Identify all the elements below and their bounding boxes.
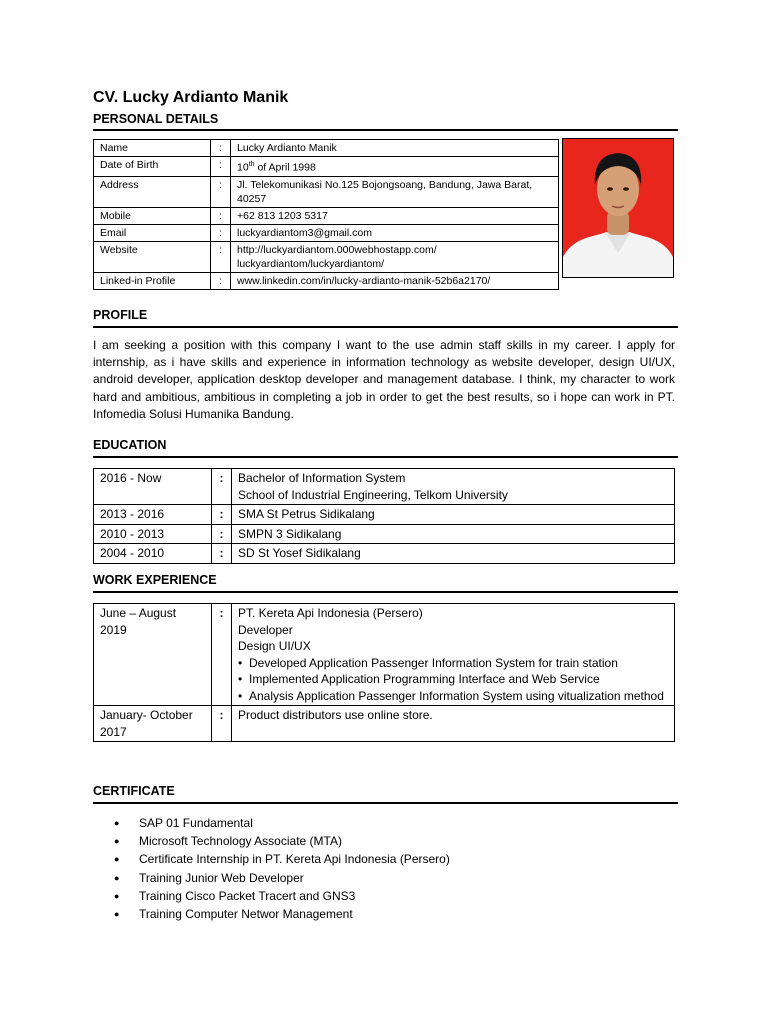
dob-value [231,157,559,177]
row-label: Email [94,224,211,241]
person-portrait-icon [563,139,673,277]
table-row [94,207,559,224]
address-value: Jl. Telekomunikasi No.125 Bojongsoang, Bandung, Jawa Barat, 40257 [231,176,559,207]
row-separator: : [211,241,231,272]
row-separator: : [211,157,231,177]
education-heading: EDUCATION [93,438,167,452]
work-achievements [238,655,668,705]
row-separator: : [212,604,232,706]
company-name: PT. Kereta Api Indonesia (Persero) [238,606,423,620]
education-detail [232,469,675,505]
row-label: Address [94,176,211,207]
education-detail: SMPN 3 Sidikalang [232,524,675,544]
personal-divider [93,129,678,131]
list-item: ● Training Cisco Packet Tracert and GNS3 [114,887,450,905]
dob-suffix: th [248,161,255,168]
work-detail [232,604,675,706]
website-line-2: luckyardiantom/luckyardiantom/ [237,257,385,270]
work-divider [93,591,678,593]
row-label: Date of Birth [94,157,211,177]
website-line-1: http://luckyardiantom.000webhostapp.com/ [237,243,437,256]
profile-divider [93,326,678,328]
education-table [93,468,675,564]
table-row [94,140,559,157]
table-row [94,176,559,207]
work-period: June – August 2019 [94,604,212,706]
certificate-list [114,814,450,923]
table-row [94,706,675,742]
dob-rest: of April 1998 [254,161,316,174]
table-row [94,604,675,706]
education-period: 2013 - 2016 [94,505,212,525]
row-separator: : [211,207,231,224]
education-detail: SMA St Petrus Sidikalang [232,505,675,525]
row-label: Mobile [94,207,211,224]
row-separator: : [211,224,231,241]
list-item: • Analysis Application Passenger Information System using vitualization method [238,688,668,705]
personal-details-heading: PERSONAL DETAILS [93,112,219,126]
website-value [231,241,559,272]
dob-day: 10 [237,161,249,174]
email-value: luckyardiantom3@gmail.com [231,224,559,241]
table-row [94,524,675,544]
education-period: 2004 - 2010 [94,544,212,564]
table-row [94,469,675,505]
table-row [94,157,559,177]
work-experience-heading: WORK EXPERIENCE [93,573,217,587]
list-item: ● SAP 01 Fundamental [114,814,450,832]
row-separator: : [212,524,232,544]
name-value: Lucky Ardianto Manik [231,140,559,157]
list-item: ● Microsoft Technology Associate (MTA) [114,832,450,850]
row-separator: : [212,505,232,525]
profile-text: I am seeking a position with this company I want to the use admin staff skills in my career. I apply for internship, as i have skills and experience in information technology as website developer, design UI/UX, android developer, application desktop developer and management database. I think, my character to work hard and ambitious, ambitious in completing a job in order to get the best results, so i hope can work in PT. Infomedia Solusi Humanika Bandung. [93,338,675,421]
row-separator: : [211,140,231,157]
table-row [94,272,559,289]
education-period: 2010 - 2013 [94,524,212,544]
certificate-divider [93,802,678,804]
education-detail: SD St Yosef Sidikalang [232,544,675,564]
row-separator: : [212,544,232,564]
degree: Bachelor of Information System [238,471,406,485]
profile-photo [562,138,674,278]
profile-heading: PROFILE [93,308,148,322]
certificate-heading: CERTIFICATE [93,784,175,798]
page-title: CV. Lucky Ardianto Manik [93,89,289,106]
row-label: Name [94,140,211,157]
work-detail: Product distributors use online store. [232,706,675,742]
row-separator: : [211,272,231,289]
list-item: ● Certificate Internship in PT. Kereta Api Indonesia (Persero) [114,850,450,868]
table-row [94,505,675,525]
list-item: ● Training Computer Networ Management [114,905,450,923]
list-item: ● Training Junior Web Developer [114,869,450,887]
work-period: January- October 2017 [94,706,212,742]
personal-details-table [93,139,559,290]
education-period: 2016 - Now [94,469,212,505]
mobile-value: +62 813 1203 5317 [231,207,559,224]
education-divider [93,456,678,458]
job-role: Developer [238,622,293,637]
linkedin-value: www.linkedin.com/in/lucky-ardianto-manik-52b6a2170/ [231,272,559,289]
job-role-secondary: Design UI/UX [238,639,311,653]
institution: School of Industrial Engineering, Telkom University [238,487,508,502]
table-row [94,544,675,564]
row-label: Website [94,241,211,272]
row-label: Linked-in Profile [94,272,211,289]
row-separator: : [212,706,232,742]
list-item: • Implemented Application Programming Interface and Web Service [238,671,668,688]
row-separator: : [212,469,232,505]
work-experience-table [93,603,675,742]
row-separator: : [211,176,231,207]
list-item: • Developed Application Passenger Information System for train station [238,655,668,672]
table-row [94,224,559,241]
table-row [94,241,559,272]
